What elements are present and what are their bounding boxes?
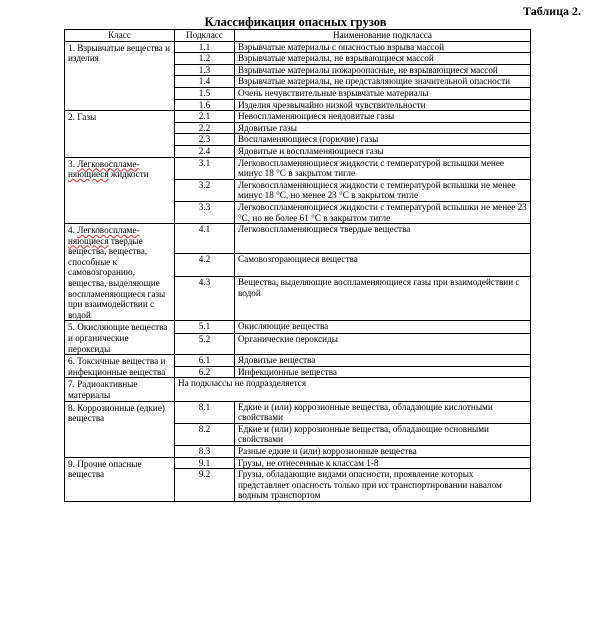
class-cell: 6. Токсичные вещества и инфекционные вещества: [65, 355, 175, 378]
subclass-name: Ядовитые газы: [235, 122, 531, 134]
subclass-name: Легковоспламеняющиеся жидкости с температурой вспышки не менее минус 18 °С, но менее 23 °С в закрытом тигле: [235, 179, 531, 201]
class-cell: [65, 157, 175, 224]
subclass-name: Очень нечувствительные взрывчатые материалы: [235, 87, 531, 99]
subclass-code: 1.2: [175, 53, 235, 65]
subclass-name: Взрывчатые материалы, не взрывающиеся массой: [235, 53, 531, 65]
table-row: [65, 457, 531, 469]
subclass-code: 1.5: [175, 87, 235, 99]
subclass-code: 3.1: [175, 157, 235, 179]
table-row: [65, 41, 531, 53]
subclass-code: 1.6: [175, 99, 235, 111]
subclass-code: 3.2: [175, 179, 235, 201]
class-cell: [65, 224, 175, 321]
subclass-code: 5.2: [175, 334, 235, 355]
table-number: Таблица 2.: [523, 4, 581, 18]
subclass-code: 9.2: [175, 469, 235, 502]
table-row: [65, 321, 531, 334]
subclass-name: Ядовитые и воспламеняющиеся газы: [235, 145, 531, 157]
subclass-name: Органические пероксиды: [235, 334, 531, 355]
subclass-name: Едкие и (или) коррозионные вещества, обладающие основными свойствами: [235, 423, 531, 445]
subclass-name: Изделия чрезвычайно низкой чувствительности: [235, 99, 531, 111]
table-title: Классификация опасных грузов: [204, 15, 387, 29]
header-class: Класс: [65, 30, 175, 42]
subclass-name: Самовозгорающиеся вещества: [235, 254, 531, 277]
subclass-code: 8.1: [175, 401, 235, 423]
class-number: 4.: [68, 225, 78, 236]
subclass-name: Ядовитые вещества: [235, 355, 531, 367]
subclass-name: Грузы, обладающие видами опасности, проявление которых представляет опасность только при их транспортировании навалом водным транспортом: [235, 469, 531, 502]
subclass-code: 3.3: [175, 201, 235, 223]
table-header-row: [65, 30, 531, 42]
subclass-code: 2.3: [175, 134, 235, 146]
subclass-code: 6.1: [175, 355, 235, 367]
subclass-name: Легковоспламеняющиеся жидкости с температурой вспышки менее минус 18 °С в закрытом тигле: [235, 157, 531, 179]
subclass-code: 1.4: [175, 76, 235, 88]
subclass-code: 8.2: [175, 423, 235, 445]
no-subclass-note: На подклассы не подразделяется: [175, 378, 531, 401]
class-cell: 5. Окисляющие вещества и органические пероксиды: [65, 321, 175, 355]
table-row: [65, 111, 531, 123]
subclass-code: 2.1: [175, 111, 235, 123]
subclass-code: 1.3: [175, 64, 235, 76]
subclass-name: Едкие и (или) коррозионные вещества, обладающие кислотными свойствами: [235, 401, 531, 423]
subclass-code: 4.1: [175, 224, 235, 254]
table-row: [65, 157, 531, 179]
class-cell: 1. Взрывчатые вещества и изделия: [65, 41, 175, 111]
table-row: [65, 355, 531, 367]
subclass-name: Взрывчатые материалы, не представляющие значительной опасности: [235, 76, 531, 88]
class-name-rest: твердые вещества, вещества, способные к самовозгоранию, вещества, выделяющие воспламеняющиеся газы при взаимодействии с водой: [68, 235, 166, 320]
table-row: [65, 224, 531, 254]
subclass-name: Инфекционные вещества: [235, 366, 531, 378]
class-number: 3.: [68, 158, 78, 169]
class-cell: 7. Радиоактивные материалы: [65, 378, 175, 401]
subclass-name: Невоспламеняющиеся неядовитые газы: [235, 111, 531, 123]
subclass-code: 4.3: [175, 277, 235, 321]
header-subclass-name: Наименование подкласса: [235, 30, 531, 42]
table-row: [65, 401, 531, 423]
hazard-classification-table: [64, 29, 531, 502]
subclass-name: Легковоспламеняющиеся твердые вещества: [235, 224, 531, 254]
subclass-code: 8.3: [175, 445, 235, 457]
spellcheck-word: Легковоспламе-няющиеся: [68, 158, 140, 180]
class-cell: 9. Прочие опасные вещества: [65, 457, 175, 501]
subclass-code: 6.2: [175, 366, 235, 378]
subclass-name: Грузы, не отнесенные к классам 1-8: [235, 457, 531, 469]
subclass-code: 1.1: [175, 41, 235, 53]
subclass-name: Взрывчатые материалы с опасностью взрыва массой: [235, 41, 531, 53]
subclass-code: 5.1: [175, 321, 235, 334]
subclass-code: 2.2: [175, 122, 235, 134]
spellcheck-word: Легковоспламе-няющиеся: [68, 225, 140, 246]
subclass-name: Вещества, выделяющие воспламеняющиеся газы при взаимодействии с водой: [235, 277, 531, 321]
subclass-name: Воспламеняющиеся (горючие) газы: [235, 134, 531, 146]
header-subclass: Подкласс: [175, 30, 235, 42]
subclass-code: 2.4: [175, 145, 235, 157]
class-name-rest: жидкости: [108, 169, 149, 180]
table-row: [65, 378, 531, 401]
subclass-code: 4.2: [175, 254, 235, 277]
subclass-name: Окисляющие вещества: [235, 321, 531, 334]
subclass-name: Разные едкие и (или) коррозионные вещества: [235, 445, 531, 457]
subclass-name: Легковоспламеняющиеся жидкости с температурой вспышки не менее 23 °С, но не более 61 °С в закрытом тигле: [235, 201, 531, 223]
subclass-code: 9.1: [175, 457, 235, 469]
class-cell: 2. Газы: [65, 111, 175, 157]
class-cell: 8. Коррозионные (едкие) вещества: [65, 401, 175, 457]
subclass-name: Взрывчатые материалы пожароопасные, не взрывающиеся массой: [235, 64, 531, 76]
